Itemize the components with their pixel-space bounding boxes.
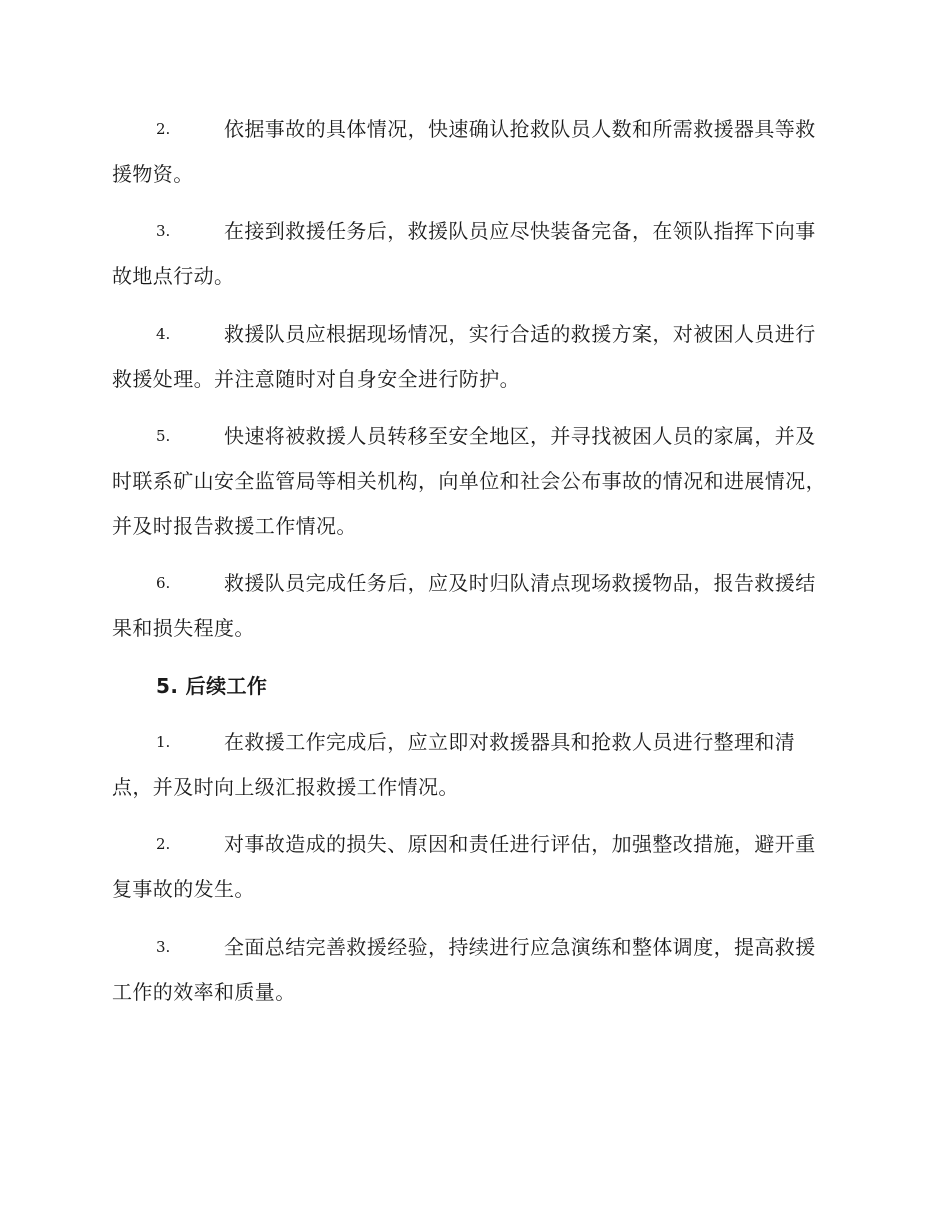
list-item-number: 1. (156, 733, 171, 751)
list-item (112, 312, 834, 402)
list-item-number: 2. (156, 835, 171, 853)
list-item (112, 209, 834, 299)
list-item (112, 925, 834, 1015)
list-item-text: 救援队员完成任务后，应及时归队清点现场救援物品，报告救援结果和损失程度。 (112, 571, 816, 640)
list-item-text: 全面总结完善救援经验，持续进行应急演练和整体调度，提高救援工作的效率和质量。 (112, 935, 816, 1004)
list-item-number: 6. (156, 574, 171, 592)
list-item-number: 3. (156, 938, 171, 956)
list-item-number: 5. (156, 427, 171, 445)
list-item-text: 依据事故的具体情况，快速确认抢救队员人数和所需救援器具等救援物资。 (112, 117, 816, 186)
list-item-text: 救援队员应根据现场情况，实行合适的救援方案，对被困人员进行救援处理。并注意随时对自身安全进行防护。 (112, 322, 816, 391)
list-item (112, 107, 834, 197)
list-item (112, 822, 834, 912)
list-item-text: 快速将被救援人员转移至安全地区，并寻找被困人员的家属，并及时联系矿山安全监管局等相关机构，向单位和社会公布事故的情况和进展情况，并及时报告救援工作情况。 (112, 424, 826, 538)
section-heading: 5. 后续工作 (156, 674, 268, 698)
list-item-text: 对事故造成的损失、原因和责任进行评估，加强整改措施，避开重复事故的发生。 (112, 832, 816, 901)
list-item-number: 3. (156, 222, 171, 240)
list-item (112, 414, 834, 549)
list-item-text: 在救援工作完成后，应立即对救援器具和抢救人员进行整理和清点，并及时向上级汇报救援工作情况。 (112, 730, 796, 799)
list-item (112, 561, 834, 651)
list-item-text: 在接到救援任务后，救援队员应尽快装备完备，在领队指挥下向事故地点行动。 (112, 219, 816, 288)
list-item-number: 2. (156, 120, 171, 138)
list-item (112, 720, 834, 810)
list-item-number: 4. (156, 325, 171, 343)
